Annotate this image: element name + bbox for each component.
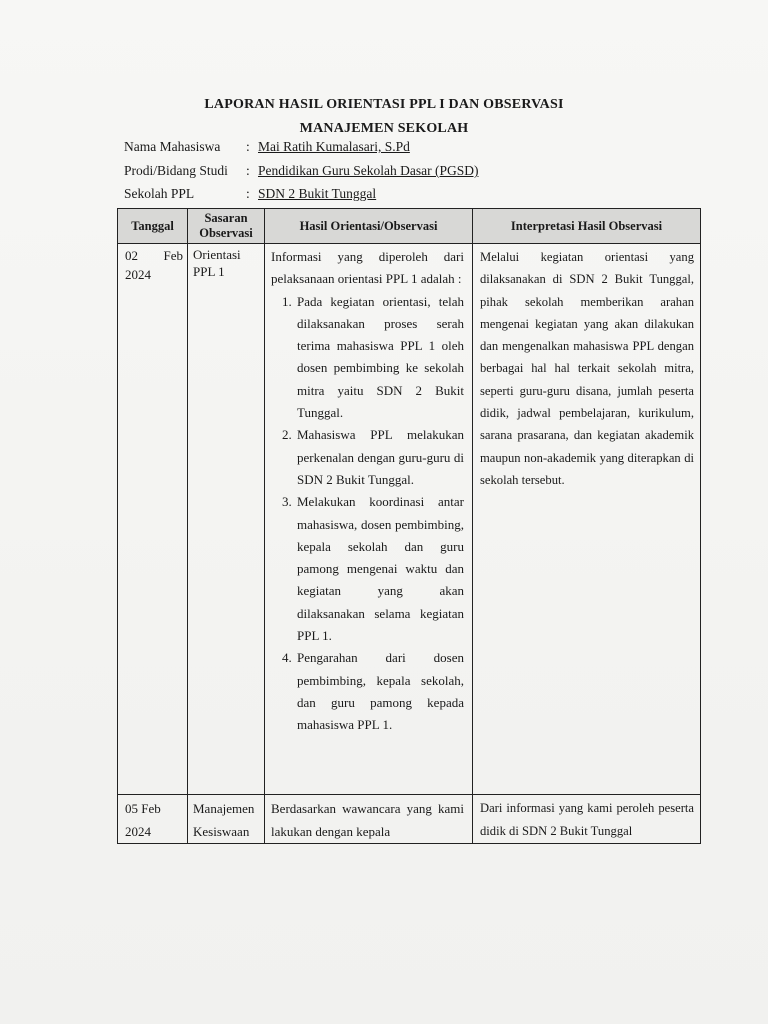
- meta-value-prodi: Pendidikan Guru Sekolah Dasar (PGSD): [258, 163, 479, 178]
- header-tanggal: Tanggal: [118, 209, 188, 244]
- table-row: [118, 795, 701, 844]
- date-day: 02: [125, 248, 138, 263]
- document-title-line1: LAPORAN HASIL ORIENTASI PPL I DAN OBSERVASI: [204, 97, 564, 112]
- cell-tanggal: [118, 244, 188, 795]
- header-sasaran: [188, 209, 265, 244]
- meta-row-sekolah: [124, 186, 376, 202]
- meta-colon: :: [246, 163, 250, 178]
- meta-colon: :: [246, 139, 250, 154]
- cell-hasil: Berdasarkan wawancara yang kami lakukan dengan kepala: [265, 795, 473, 844]
- cell-interpretasi: Dari informasi yang kami peroleh peserta didik di SDN 2 Bukit Tunggal: [473, 795, 701, 844]
- meta-row-nama: [124, 139, 410, 155]
- document-title-line2: MANAJEMEN SEKOLAH: [299, 121, 469, 136]
- table-row: [118, 244, 701, 795]
- list-item: 4. Pengarahan dari dosen pembimbing, kepala sekolah, dan guru pamong kepada mahasiswa PPL 1.: [295, 647, 464, 736]
- date-line: 05 Feb: [125, 801, 161, 816]
- date-year: 2024: [125, 824, 151, 839]
- hasil-intro: Informasi yang diperoleh dari pelaksanaan orientasi PPL 1 adalah :: [271, 249, 464, 287]
- meta-value-nama: Mai Ratih Kumalasari, S.Pd: [258, 139, 410, 154]
- list-item: 1. Pada kegiatan orientasi, telah dilaksanakan proses serah terima mahasiswa PPL 1 oleh dosen pembimbing ke sekolah mitra yaitu SDN 2 Bukit Tunggal.: [295, 291, 464, 425]
- date-year: 2024: [125, 267, 151, 282]
- cell-hasil: [265, 244, 473, 795]
- list-item: 2. Mahasiswa PPL melakukan perkenalan dengan guru-guru di SDN 2 Bukit Tunggal.: [295, 424, 464, 491]
- date-line: [125, 246, 183, 265]
- header-sasaran-line2: Observasi: [199, 226, 253, 240]
- header-sasaran-line1: Sasaran: [204, 211, 248, 225]
- cell-interpretasi: Melalui kegiatan orientasi yang dilaksanakan di SDN 2 Bukit Tunggal, pihak sekolah memberikan arahan mengenai kegiatan yang akan dilakukan dan mengenalkan mahasiswa PPL dengan berbagai hal hal terkait sekolah mitra, seperti guru-guru disana, jumlah peserta didik, jadwal pembelajaran, kurikulum, sarana prasarana, dan kegiatan akademik maupun non-akademik yang diterapkan di sekolah tersebut.: [473, 244, 701, 795]
- hasil-list: [271, 291, 464, 737]
- meta-value-sekolah: SDN 2 Bukit Tunggal: [258, 186, 377, 201]
- cell-sasaran: Orientasi PPL 1: [188, 244, 265, 795]
- cell-sasaran: Manajemen Kesiswaan: [188, 795, 265, 844]
- meta-label: Nama Mahasiswa: [124, 139, 221, 154]
- date-month: Feb: [163, 248, 183, 263]
- table-header-row: [118, 209, 701, 244]
- meta-colon: :: [246, 186, 250, 201]
- header-interpretasi: Interpretasi Hasil Observasi: [473, 209, 701, 244]
- header-hasil: Hasil Orientasi/Observasi: [265, 209, 473, 244]
- list-item: 3. Melakukan koordinasi antar mahasiswa, dosen pembimbing, kepala sekolah dan guru pamong mengenai waktu dan kegiatan yang akan dilaksanakan selama kegiatan PPL 1.: [295, 491, 464, 647]
- meta-label: Sekolah PPL: [124, 186, 195, 201]
- cell-tanggal: [118, 795, 188, 844]
- meta-row-prodi: [124, 163, 478, 179]
- observation-table: [117, 208, 701, 844]
- meta-label: Prodi/Bidang Studi: [124, 163, 228, 178]
